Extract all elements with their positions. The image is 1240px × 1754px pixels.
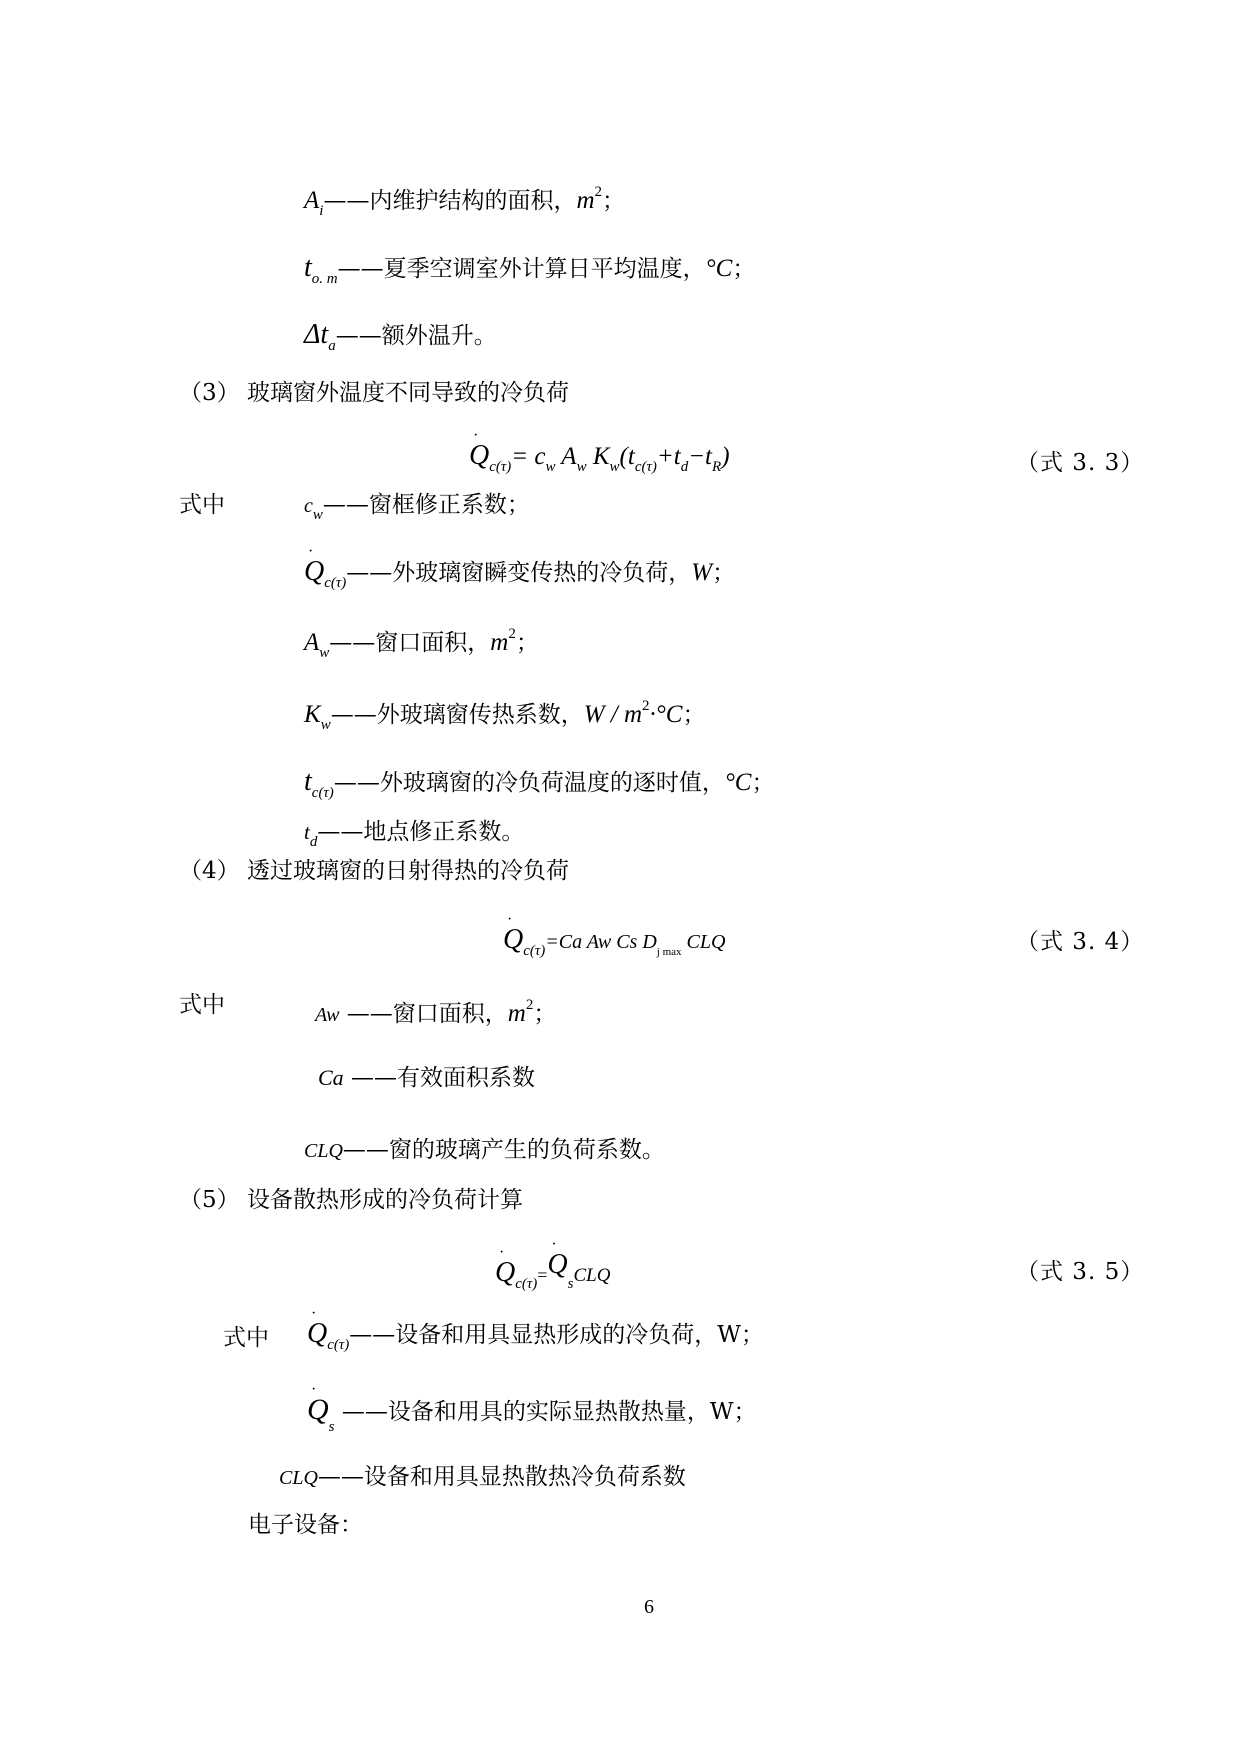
- formula-term: CLQ: [573, 1265, 611, 1286]
- formula-3-4: [503, 924, 725, 968]
- def-aw-4: [315, 989, 556, 1031]
- subscript: j max: [656, 946, 682, 958]
- formula-term: =: [537, 1265, 548, 1285]
- subscript: s: [567, 1276, 574, 1292]
- formula-3-3: [469, 440, 730, 483]
- definition-text: ——地点修正系数。: [317, 819, 525, 845]
- formula-3-5: [495, 1249, 610, 1300]
- definition-text: ——额外温升。: [335, 323, 497, 349]
- subscript: w: [609, 459, 620, 475]
- subscript: w: [312, 507, 323, 523]
- formula-term: =Ca Aw Cs D: [545, 931, 657, 953]
- definition-text: ——窗的玻璃产生的负荷系数。: [342, 1137, 665, 1163]
- subscript: c(τ): [324, 575, 347, 591]
- def-tom: [304, 252, 755, 295]
- def-q-5: [307, 1318, 764, 1361]
- symbol: Δt: [304, 319, 329, 350]
- def-tc: [304, 766, 775, 809]
- q-dot: · Q: [495, 1257, 515, 1289]
- subscript: w: [320, 717, 331, 733]
- definition-text: ——外玻璃窗的冷负荷温度的逐时值，: [333, 770, 725, 796]
- superscript: 2: [642, 698, 650, 714]
- subscript: o. m: [311, 271, 338, 287]
- formula-term: CLQ: [681, 931, 726, 953]
- q-dot: · Q: [469, 440, 489, 472]
- subscript: w: [319, 645, 330, 661]
- symbol: K: [304, 701, 321, 728]
- section-5-heading: [179, 1184, 523, 1216]
- subscript: c(τ): [634, 459, 657, 475]
- def-aw: [304, 618, 539, 669]
- symbol: A: [304, 629, 320, 656]
- superscript: 2: [525, 997, 534, 1013]
- subscript: w: [576, 459, 587, 475]
- section-number: （5）: [179, 1187, 240, 1213]
- def-clq-4: [304, 1134, 665, 1167]
- symbol: Aw: [315, 1004, 340, 1026]
- symbol: t: [304, 252, 312, 283]
- q-dot: · Q: [503, 924, 523, 956]
- section-4-heading: [179, 855, 569, 887]
- subscript: i: [319, 203, 324, 219]
- equation-number: （式 3. 3）: [1016, 450, 1145, 476]
- def-td: [304, 816, 524, 858]
- definition-text: ——外玻璃窗瞬变传热的冷负荷，: [346, 560, 692, 586]
- punct: ；: [533, 1001, 557, 1027]
- formula-term: −t: [688, 443, 713, 470]
- section-number: （3）: [179, 380, 240, 406]
- superscript: 2: [594, 184, 603, 200]
- q-dot: · Q: [547, 1249, 567, 1281]
- where-label: 式中: [179, 492, 225, 518]
- definition-text: ——窗框修正系数；: [322, 492, 530, 518]
- unit: m: [576, 187, 595, 214]
- def-q: [304, 556, 735, 599]
- unit: °C: [705, 255, 733, 282]
- q-dot: · Q: [307, 1394, 329, 1426]
- where-label: 式中: [179, 992, 225, 1018]
- section-3-heading: [179, 377, 569, 409]
- punct: ；: [602, 188, 626, 214]
- punct: ；: [751, 770, 775, 796]
- definition-text: ——夏季空调室外计算日平均温度，: [337, 256, 706, 282]
- superscript: 2: [508, 626, 516, 642]
- electronic-equipment-heading: 电子设备：: [248, 1512, 363, 1538]
- unit: °C: [724, 769, 752, 796]
- formula-term: +t: [656, 443, 681, 470]
- symbol: c: [304, 495, 313, 517]
- subscript: s: [328, 1419, 335, 1435]
- section-title: 玻璃窗外温度不同导致的冷负荷: [246, 380, 569, 406]
- equation-number: （式 3. 5）: [1016, 1259, 1145, 1285]
- punct: ；: [682, 702, 706, 728]
- section-number: （4）: [179, 858, 240, 884]
- section-title: 透过玻璃窗的日射得热的冷负荷: [246, 858, 569, 884]
- symbol: t: [304, 820, 310, 844]
- equation-number: （式 3. 4）: [1016, 929, 1145, 955]
- subscript: c(τ): [515, 1276, 538, 1292]
- symbol: A: [304, 187, 320, 214]
- punct: ；: [515, 630, 539, 656]
- def-kw: [304, 690, 705, 741]
- subscript: c(τ): [523, 943, 546, 959]
- unit: W: [691, 559, 713, 586]
- unit: m: [507, 1000, 526, 1027]
- symbol: CLQ: [304, 1140, 343, 1162]
- definition-text: ——窗口面积，: [329, 630, 491, 656]
- def-ca: [318, 1062, 535, 1094]
- formula-term: K: [586, 443, 610, 470]
- definition-text: ——窗口面积，: [339, 1001, 508, 1027]
- unit: m: [490, 629, 509, 656]
- subscript: c(τ): [327, 1337, 350, 1353]
- section-title: 设备散热形成的冷负荷计算: [246, 1187, 523, 1213]
- definition-text: ——设备和用具显热散热冷负荷系数: [317, 1464, 686, 1490]
- def-cw: [304, 489, 530, 531]
- def-qs: [307, 1394, 756, 1443]
- symbol: t: [304, 766, 312, 797]
- formula-term: A: [555, 443, 577, 470]
- q-dot: · Q: [307, 1318, 327, 1350]
- formula-term: (t: [619, 443, 635, 470]
- formula-term: = c: [511, 443, 546, 470]
- punct: ；: [712, 560, 736, 586]
- symbol: Ca: [318, 1065, 344, 1090]
- subscript: R: [712, 459, 722, 475]
- def-ai: [304, 176, 625, 227]
- symbol: CLQ: [279, 1467, 318, 1489]
- definition-text: ——有效面积系数: [343, 1065, 535, 1091]
- definition-text: ——外玻璃窗传热系数，: [330, 702, 584, 728]
- subscript: d: [680, 459, 689, 475]
- punct: ；: [732, 256, 756, 282]
- subscript: a: [328, 338, 336, 354]
- subscript: w: [545, 459, 556, 475]
- where-label: 式中: [223, 1325, 269, 1351]
- formula-term: ): [721, 443, 730, 470]
- def-delta-ta: [304, 319, 497, 362]
- unit: W / m: [583, 701, 643, 728]
- subscript: c(τ): [489, 459, 512, 475]
- unit: ·°C: [649, 701, 683, 728]
- def-clq-5: [279, 1461, 686, 1494]
- definition-text: ——设备和用具的实际显热散热量，W；: [334, 1399, 757, 1425]
- definition-text: ——设备和用具显热形成的冷负荷，W；: [349, 1322, 764, 1348]
- subscript: c(τ): [311, 785, 334, 801]
- definition-text: ——内维护结构的面积，: [323, 188, 577, 214]
- subscript: d: [309, 834, 318, 850]
- page-number: 6: [644, 1596, 654, 1618]
- q-dot: · Q: [304, 556, 324, 588]
